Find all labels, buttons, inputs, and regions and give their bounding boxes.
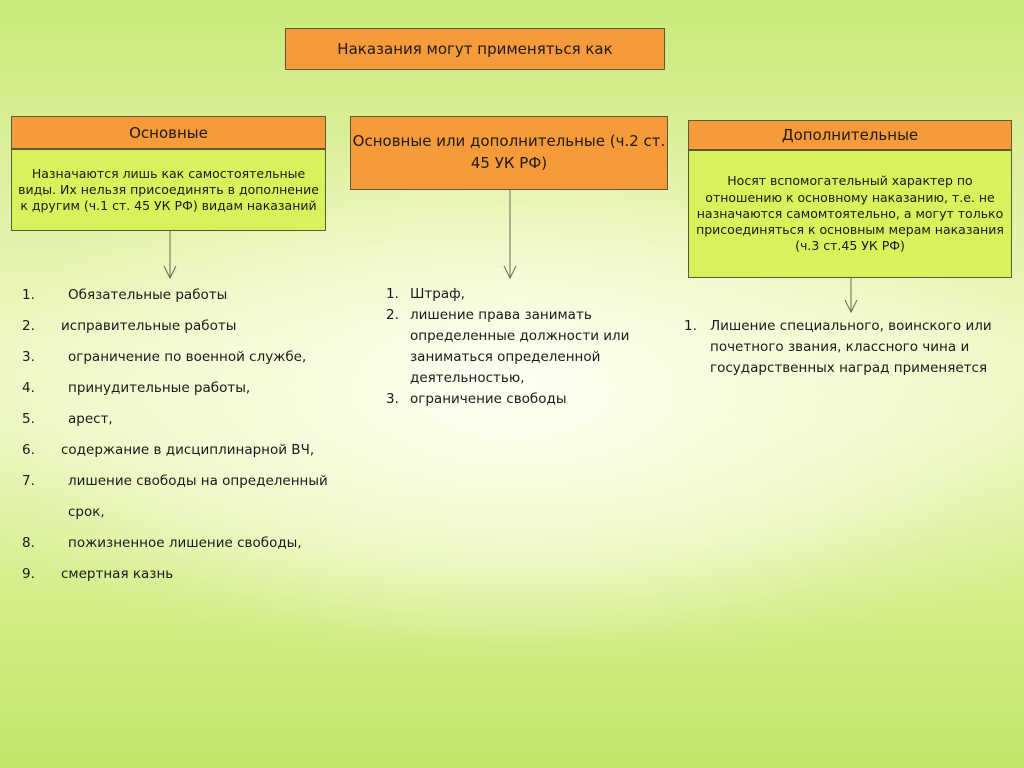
list-item: 1. Штраф,: [386, 286, 465, 302]
additional-punishments-header: Дополнительные: [688, 120, 1012, 150]
list-item: 8. пожизненное лишение свободы,: [22, 535, 302, 551]
list-item: 3. ограничение свободы: [386, 391, 567, 407]
list-item: 2. лишение права занимать определенные должности или заниматься определенной деятельностью,: [386, 307, 630, 386]
list-item: 1. Обязательные работы: [22, 287, 228, 303]
additional-punishments-description: Носят вспомогательный характер по отношению к основному наказанию, т.е. не назначаются самомтоятельно, а могут только присоединяться к основным мерам наказания (ч.3 ст.45 УК РФ): [688, 150, 1012, 278]
list-item: 4. принудительные работы,: [22, 380, 251, 396]
diagram-title: Наказания могут применяться как: [285, 28, 665, 70]
list-item: 6. содержание в дисциплинарной ВЧ,: [22, 442, 315, 458]
list-item: 3. ограничение по военной службе,: [22, 349, 307, 365]
main-or-additional-list: [386, 284, 676, 410]
main-or-additional-header: Основные или дополнительные (ч.2 ст. 45 УК РФ): [350, 116, 668, 190]
main-punishments-header: Основные: [11, 116, 326, 149]
additional-punishments-list: [684, 316, 1004, 379]
list-item: 5. арест,: [22, 411, 113, 427]
main-punishments-description: Назначаются лишь как самостоятельные виды. Их нельзя присоединять в дополнение к другим (ч.1 ст. 45 УК РФ) видам наказаний: [11, 149, 326, 231]
list-item: 7. лишение свободы на определенный срок,: [22, 473, 328, 520]
main-punishments-list: [22, 280, 367, 590]
list-item: 9. смертная казнь: [22, 566, 174, 582]
list-item: 2. исправительные работы: [22, 318, 237, 334]
list-item: 1. Лишение специального, воинского или почетного звания, классного чина и государственных наград применяется: [684, 318, 992, 376]
